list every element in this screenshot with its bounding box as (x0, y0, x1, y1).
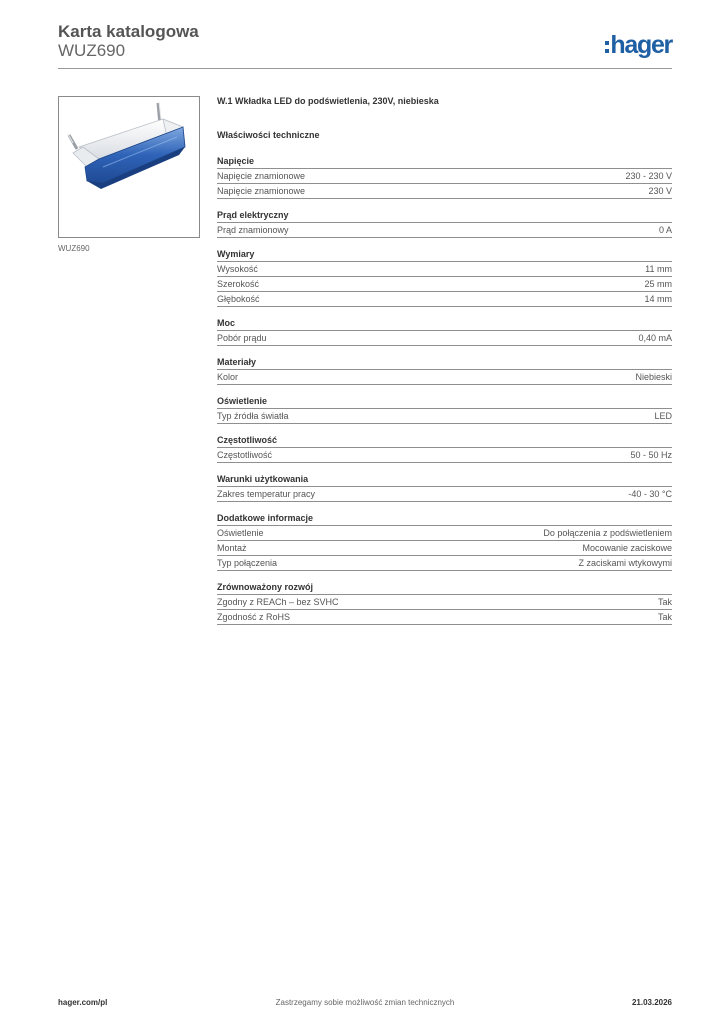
spec-row (217, 169, 672, 184)
spec-group-title: Warunki użytkowania (217, 473, 672, 487)
spec-row-label: Napięcie znamionowe (217, 171, 306, 181)
spec-row-label: Typ połączenia (217, 558, 278, 568)
spec-row-label: Typ źródła światła (217, 411, 289, 421)
logo-dots-icon (605, 41, 609, 53)
spec-row (217, 262, 672, 277)
spec-row (217, 292, 672, 307)
spec-row-value: 230 - 230 V (625, 171, 672, 181)
spec-row (217, 331, 672, 346)
spec-row (217, 556, 672, 571)
spec-row-value: 14 mm (644, 294, 672, 304)
spec-group-title: Wymiary (217, 248, 672, 262)
spec-row-label: Częstotliwość (217, 450, 273, 460)
spec-row-label: Montaż (217, 543, 247, 553)
product-title: W.1 Wkładka LED do podświetlenia, 230V, niebieska (217, 96, 439, 106)
section-label: Właściwości techniczne (217, 130, 320, 140)
spec-group-title: Materiały (217, 356, 672, 370)
spec-row (217, 277, 672, 292)
footer-website-link[interactable]: hager.com/pl (58, 998, 108, 1007)
spec-row-label: Wysokość (217, 264, 258, 274)
spec-row (217, 487, 672, 502)
spec-row-label: Zgodność z RoHS (217, 612, 291, 622)
spec-group-title: Prąd elektryczny (217, 209, 672, 223)
spec-row-label: Zgodny z REACh – bez SVHC (217, 597, 339, 607)
spec-row-value: 0,40 mA (638, 333, 672, 343)
spec-row-value: Do połączenia z podświetleniem (543, 528, 672, 538)
spec-row-value: Niebieski (635, 372, 672, 382)
spec-row-label: Pobór prądu (217, 333, 267, 343)
spec-row (217, 184, 672, 199)
spec-group-title: Moc (217, 317, 672, 331)
spec-row-label: Zakres temperatur pracy (217, 489, 316, 499)
spec-row-value: 25 mm (644, 279, 672, 289)
spec-row (217, 448, 672, 463)
spec-row-label: Głębokość (217, 294, 260, 304)
spec-row-value: LED (654, 411, 672, 421)
page-header (58, 20, 672, 70)
spec-row-label: Prąd znamionowy (217, 225, 289, 235)
document-title: Karta katalogowa (58, 22, 199, 41)
spec-group-title: Napięcie (217, 155, 672, 169)
spec-group-title: Oświetlenie (217, 395, 672, 409)
product-image (58, 96, 200, 238)
image-caption: WUZ690 (58, 244, 90, 253)
spec-row-value: Mocowanie zaciskowe (582, 543, 672, 553)
spec-group-title: Częstotliwość (217, 434, 672, 448)
spec-row-label: Oświetlenie (217, 528, 264, 538)
spec-row (217, 223, 672, 238)
spec-row (217, 541, 672, 556)
spec-group-title: Dodatkowe informacje (217, 512, 672, 526)
logo-text: hager (610, 30, 672, 59)
spec-row-label: Szerokość (217, 279, 260, 289)
spec-row-value: Tak (657, 612, 672, 622)
spec-row (217, 595, 672, 610)
header-divider (58, 68, 672, 69)
footer-date: 21.03.2026 (631, 998, 672, 1007)
spec-group-title: Zrównoważony rozwój (217, 581, 672, 595)
spec-row-value: 11 mm (645, 264, 672, 274)
spec-row-value: Z zaciskami wtykowymi (578, 558, 672, 568)
spec-row-label: Napięcie znamionowe (217, 186, 306, 196)
page-footer (58, 998, 672, 1012)
spec-row-value: Tak (657, 597, 672, 607)
spec-row-value: 50 - 50 Hz (630, 450, 672, 460)
spec-row (217, 370, 672, 385)
spec-row (217, 610, 672, 625)
spec-row-value: -40 - 30 °C (628, 489, 672, 499)
spec-row (217, 409, 672, 424)
spec-row-value: 0 A (658, 225, 672, 235)
led-insert-illustration (59, 97, 199, 237)
document-subtitle: WUZ690 (58, 41, 126, 60)
footer-disclaimer: Zastrzegamy sobie możliwość zmian technicznych (275, 998, 455, 1007)
hager-logo[interactable] (605, 28, 672, 62)
spec-row-label: Kolor (217, 372, 239, 382)
spec-row-value: 230 V (648, 186, 672, 196)
spec-row (217, 526, 672, 541)
